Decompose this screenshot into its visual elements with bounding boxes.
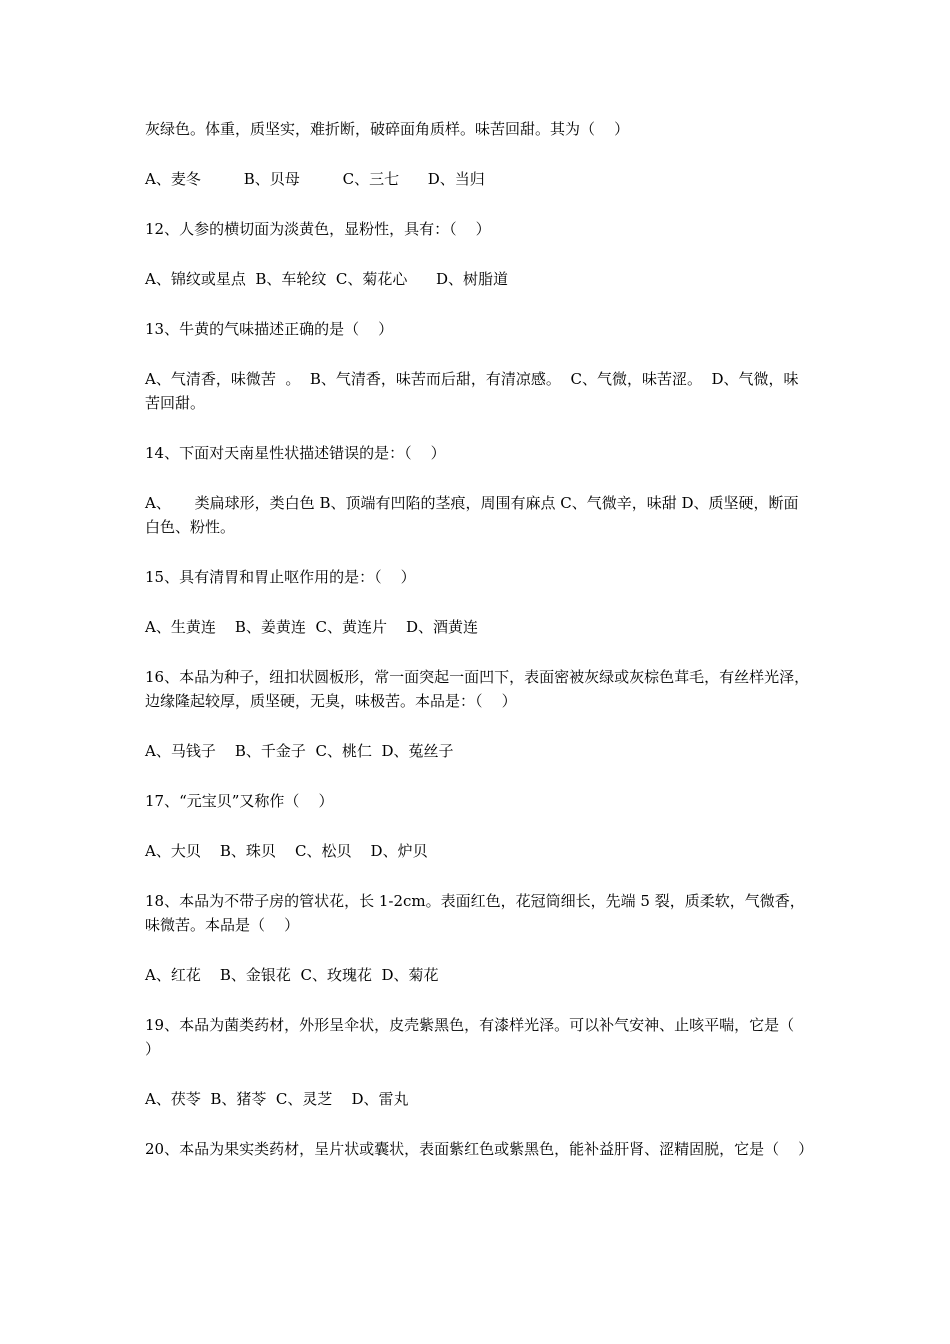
document-body	[145, 117, 814, 1187]
question-18: 18、本品为不带子房的管状花，长 1-2cm。表面红色，花冠筒细长，先端 5 裂，质柔软，气微香，味微苦。本品是（ ）	[145, 892, 805, 934]
question-12: 12、人参的横切面为淡黄色，显粉性，具有：（ ）	[145, 220, 491, 238]
question-11-continuation: 灰绿色。体重，质坚实，难折断，破碎面角质样。味苦回甜。其为（ ）	[145, 120, 630, 138]
question-15-options: A、生黄连 B、姜黄连 C、黄连片 D、酒黄连	[145, 618, 479, 636]
question-19-options: A、茯苓 B、猪苓 C、灵芝 D、雷丸	[145, 1090, 409, 1108]
question-17-options: A、大贝 B、珠贝 C、松贝 D、炉贝	[145, 842, 428, 860]
question-13-options: A、气清香，味微苦 。 B、气清香，味苦而后甜，有清凉感。 C、气微，味苦涩。 D、气微，味苦回甜。	[145, 370, 799, 412]
question-20: 20、本品为果实类药材，呈片状或囊状，表面紫红色或紫黑色，能补益肝肾、涩精固脱，它是（ ）	[145, 1140, 814, 1158]
question-12-options: A、锦纹或星点 B、车轮纹 C、菊花心 D、树脂道	[145, 270, 509, 288]
question-16-options: A、马钱子 B、千金子 C、桃仁 D、菟丝子	[145, 742, 454, 760]
question-13: 13、牛黄的气味描述正确的是（ ）	[145, 320, 394, 338]
question-18-options: A、红花 B、金银花 C、玫瑰花 D、菊花	[145, 966, 439, 984]
question-15: 15、具有清胃和胃止呕作用的是：（ ）	[145, 568, 416, 586]
question-16: 16、本品为种子，纽扣状圆板形，常一面突起一面凹下，表面密被灰绿或灰棕色茸毛，有丝样光泽，边缘隆起较厚，质坚硬，无臭，味极苦。本品是：（ ）	[145, 668, 810, 710]
question-14-options: A、 类扁球形，类白色 B、顶端有凹陷的茎痕，周围有麻点 C、气微辛，味甜 D、质坚硬，断面白色、粉性。	[145, 494, 799, 536]
question-17: 17、“元宝贝”又称作（ ）	[145, 792, 334, 810]
question-19: 19、本品为菌类药材，外形呈伞状，皮壳紫黑色，有漆样光泽。可以补气安神、止咳平喘，它是（ ）	[145, 1016, 814, 1058]
question-14: 14、下面对天南星性状描述错误的是：（ ）	[145, 444, 446, 462]
question-11-options: A、麦冬 B、贝母 C、三七 D、当归	[145, 170, 485, 188]
